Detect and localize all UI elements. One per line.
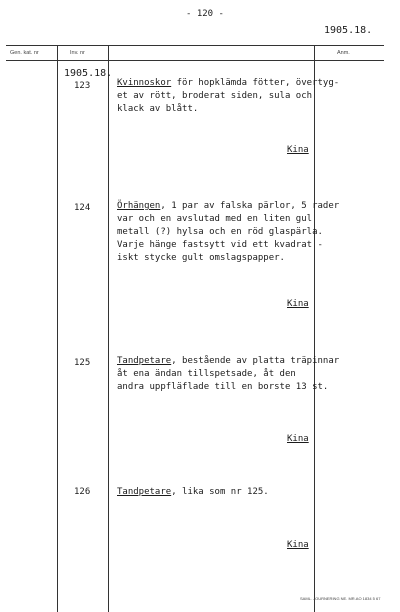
column-rule-2: [108, 45, 109, 612]
entry-text: metall (?) hylsa och en röd glaspärla.: [117, 227, 323, 237]
entry-text: Varje hänge fastsytt vid ett kvadrat -: [117, 240, 323, 250]
entry-inv-nr: 123: [74, 81, 91, 91]
entry-description: [117, 355, 339, 394]
col-header-inv-nr: Inv. nr: [70, 50, 85, 56]
header-bottom-rule: [6, 60, 384, 61]
entry-text: , bestående av platta träpinnar: [171, 356, 340, 366]
col-header-anm: Anm.: [337, 50, 350, 56]
entry-origin: Kina: [287, 145, 309, 155]
collection-ref: 1905.18.: [64, 68, 113, 79]
column-rule-3: [314, 45, 315, 612]
entry-text: andra uppfläflade till en borste 13 st.: [117, 382, 329, 392]
entry-title: Tandpetare: [117, 487, 172, 497]
header-top-rule: [6, 45, 384, 46]
col-header-gen-kat-nr: Gen. kat. nr: [10, 50, 39, 56]
entry-text: var och en avslutad med en liten gul: [117, 214, 313, 224]
entry-title: Tandpetare: [117, 356, 172, 366]
entry-inv-nr: 125: [74, 358, 91, 368]
entry-title: Örhängen: [117, 201, 161, 211]
entry-text: , lika som nr 125.: [171, 487, 269, 497]
entry-text: iskt stycke gult omslagspapper.: [117, 253, 285, 263]
page-number: - 120 -: [186, 9, 224, 19]
printer-imprint: SAML. JOURNERING NE. MR.AO 1834 5 67: [300, 596, 381, 601]
entry-inv-nr: 126: [74, 487, 91, 497]
column-rule-1: [57, 45, 58, 612]
entry-title: Kvinnoskor: [117, 78, 172, 88]
entry-text: , 1 par av falska pärlor, 5 rader: [160, 201, 340, 211]
entry-text: et av rött, broderat siden, sula och: [117, 91, 313, 101]
entry-origin: Kina: [287, 540, 309, 550]
entry-origin: Kina: [287, 299, 309, 309]
entry-text: åt ena ändan tillspetsade, åt den: [117, 369, 296, 379]
entry-text: klack av blått.: [117, 104, 199, 114]
entry-inv-nr: 124: [74, 203, 91, 213]
entry-description: [117, 77, 339, 116]
entry-origin: Kina: [287, 434, 309, 444]
entry-text: för hopklämda fötter, övertyg-: [171, 78, 340, 88]
year-heading: 1905.18.: [324, 25, 373, 36]
entry-description: [117, 486, 269, 499]
entry-description: [117, 200, 339, 265]
